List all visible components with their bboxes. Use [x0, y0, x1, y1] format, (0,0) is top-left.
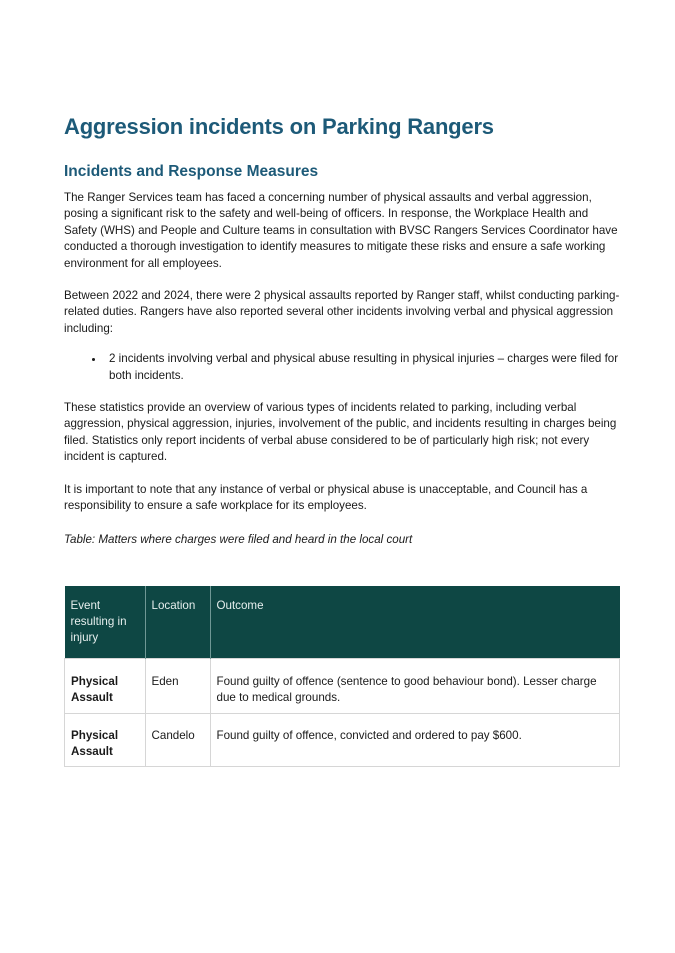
table-caption: Table: Matters where charges were filed and heard in the local court [64, 532, 413, 546]
header-location: Location [145, 586, 210, 659]
cell-outcome: Found guilty of offence, convicted and ordered to pay $600. [210, 713, 620, 766]
header-outcome: Outcome [210, 586, 620, 659]
document-page [64, 112, 620, 767]
table-row [65, 658, 620, 713]
table-row [65, 713, 620, 766]
bullet-item: • 2 incidents involving verbal and physical abuse resulting in physical injuries – charges were filed for both incidents. [105, 351, 620, 384]
incident-bullet-list [64, 351, 620, 384]
cell-location: Eden [145, 658, 210, 713]
cell-event: Physical Assault [65, 713, 146, 766]
cell-outcome: Found guilty of offence (sentence to good behaviour bond). Lesser charge due to medical grounds. [210, 658, 620, 713]
section-heading: Incidents and Response Measures [64, 163, 319, 180]
paragraph-statistics: Between 2022 and 2024, there were 2 physical assaults reported by Ranger staff, whilst conducting parking-related duties. Rangers have also reported several other incidents involving verbal and physical aggression including: [64, 289, 620, 335]
paragraph-intro: The Ranger Services team has faced a concerning number of physical assaults and verbal aggression, posing a significant risk to the safety and well-being of officers. In response, the Workplace Health and Safety (WHS) and People and Culture teams in consultation with BVSC Rangers Services Coordinator have conducted a thorough investigation to identify measures to mitigate these risks and ensure a safe working environment for all employees. [64, 191, 618, 270]
court-matters-table [64, 586, 620, 767]
table-header-row [65, 586, 620, 659]
cell-event: Physical Assault [65, 658, 146, 713]
paragraph-responsibility: It is important to note that any instance of verbal or physical abuse is unacceptable, and Council has a responsibility to ensure a safe workplace for its employees. [64, 482, 588, 513]
header-event: Event resulting in injury [65, 586, 146, 659]
page-title: Aggression incidents on Parking Rangers [64, 114, 494, 139]
paragraph-overview: These statistics provide an overview of various types of incidents related to parking, including verbal aggression, physical aggression, injuries, involvement of the public, and incidents resulting in charges being filed. Statistics only report incidents of verbal abuse considered to be of particularly high risk; not every incident is captured. [64, 401, 617, 464]
cell-location: Candelo [145, 713, 210, 766]
